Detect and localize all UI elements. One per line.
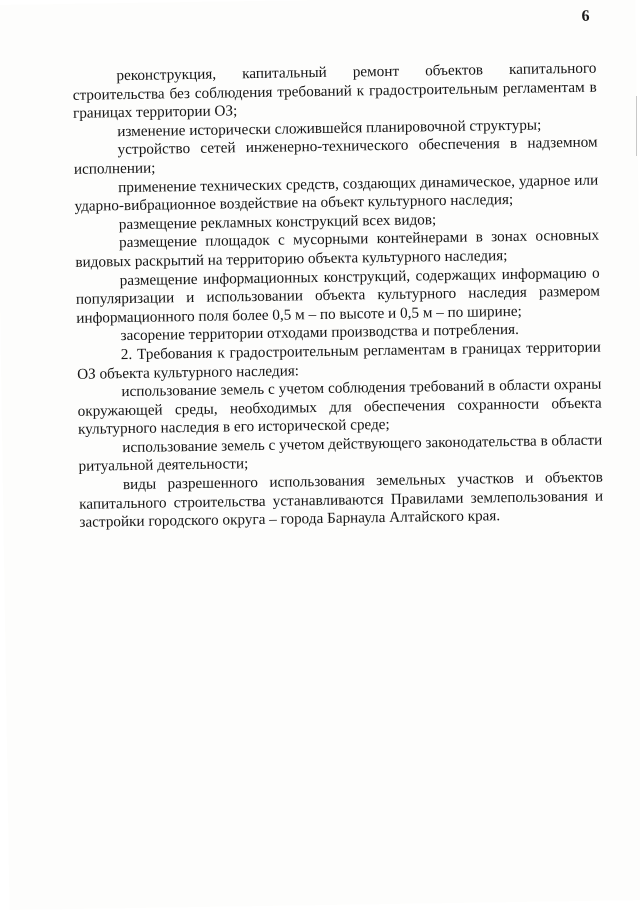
paragraph-engineering-networks: устройство сетей инженерно-технического обеспечения в надземном исполнении;	[73, 133, 598, 178]
scan-edge-mark	[636, 96, 637, 156]
page-number: 6	[581, 7, 590, 25]
paragraph-environment-protection: использование земель с учетом соблюдения требований в области охраны окружающей среды, необходимых для обеспечения сохранности объекта культурного наследия в его исторической среде;	[77, 375, 602, 439]
paragraph-section-2-heading: 2. Требования к градостроительным регламентам в границах территории ОЗ объекта культурного наследия:	[76, 338, 601, 383]
paragraph-information-structures: размещение информационных конструкций, содержащих информацию о популяризации и использовании объекта культурного наследия размером информационного поля более 0,5 м – по высоте и 0,5 м – по ширине;	[75, 264, 601, 327]
paragraph-technical-means: применение технических средств, создающих динамическое, ударное или ударно-вибрационное воздействие на объект культурного наследия;	[74, 171, 599, 215]
document-body	[72, 60, 603, 533]
paragraph-permitted-use: виды разрешенного использования земельных участков и объектов капитального строительства устанавливаются Правилами землепользования и застройки городского округа – города Барнаула Алтайского края.	[79, 468, 604, 532]
paragraph-ritual-activity: использование земель с учетом действующего законодательства в области ритуальной деятельности;	[78, 431, 603, 476]
paragraph-planning-structure: изменение исторически сложившейся планировочной структуры;	[117, 116, 542, 140]
paragraph-waste-littering: засорение территории отходами производства и потребления.	[120, 321, 519, 345]
paragraph-waste-containers: размещение площадок с мусорными контейнерами в зонах основных видовых раскрытий на территорию объекта культурного наследия;	[75, 226, 600, 271]
paragraph-advertising: размещение рекламных конструкций всех видов;	[118, 210, 437, 233]
paragraph-reconstruction: реконструкция, капитальный ремонт объектов капитального строительства без соблюдения требований к градостроительным регламентам в границах территории ОЗ;	[72, 59, 597, 123]
